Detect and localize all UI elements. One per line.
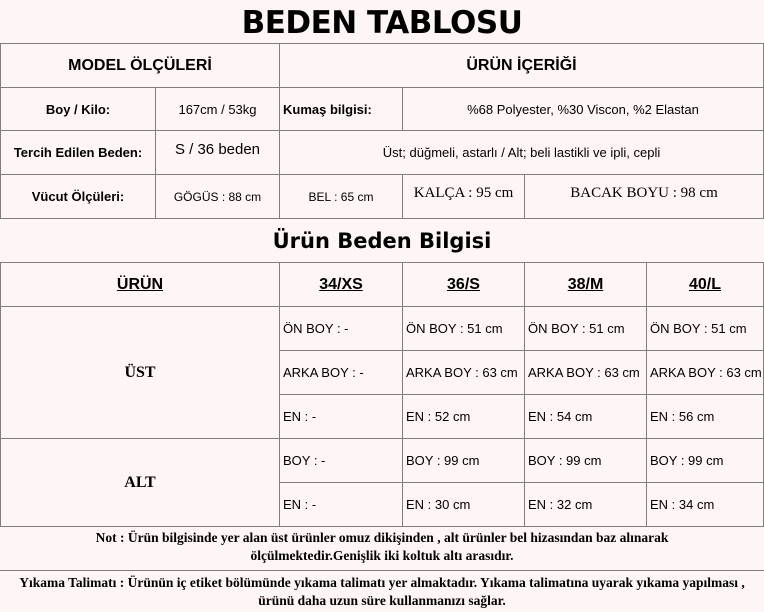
table-cell: BOY : 99 cm — [524, 438, 647, 483]
leg-length-measurement: BACAK BOYU : 98 cm — [524, 174, 764, 219]
washing-instructions: Yıkama Talimatı : Ürünün iç etiket bölümünde yıkama talimatı yer almaktadır. Yıkama talimatına uyarak yıkama yapılması , ürünü daha uzun süre kullanmanızı sağlar. — [19, 575, 745, 608]
measurement-note: Not : Ürün bilgisinde yer alan üst ürünler omuz dikişinden , alt ürünler bel hizasından baz alınarak ölçülmektedir.Genişlik iki koltuk altı arasıdır. — [95, 530, 669, 563]
table-cell: ARKA BOY : - — [279, 350, 403, 395]
table-cell: EN : 56 cm — [646, 394, 764, 439]
size-header-38m: 38/M — [524, 262, 647, 307]
table-cell: ÖN BOY : - — [279, 306, 403, 351]
height-weight-label: Boy / Kilo: — [0, 87, 156, 131]
preferred-size-value: S / 36 beden — [155, 130, 280, 175]
height-weight-value: 167cm / 53kg — [155, 87, 280, 131]
product-content-header: ÜRÜN İÇERİĞİ — [279, 43, 764, 88]
table-cell: BOY : 99 cm — [402, 438, 525, 483]
top-garment-label: ÜST — [0, 306, 280, 439]
table-cell: EN : - — [279, 394, 403, 439]
divider — [0, 218, 764, 219]
size-header-40l: 40/L — [646, 262, 764, 307]
waist-measurement: BEL : 65 cm — [279, 174, 403, 219]
size-header-34xs: 34/XS — [279, 262, 403, 307]
bottom-garment-label: ALT — [0, 438, 280, 527]
table-cell: ARKA BOY : 63 cm — [646, 350, 764, 395]
chest-measurement: GÖGÜS : 88 cm — [155, 174, 280, 219]
fabric-value: %68 Polyester, %30 Viscon, %2 Elastan — [402, 87, 764, 131]
table-cell: EN : - — [279, 482, 403, 527]
divider — [0, 570, 764, 571]
size-info-title: Ürün Beden Bilgisi — [272, 229, 492, 253]
table-cell: ARKA BOY : 63 cm — [402, 350, 525, 395]
size-header-36s: 36/S — [402, 262, 525, 307]
table-cell: EN : 34 cm — [646, 482, 764, 527]
table-cell: ÖN BOY : 51 cm — [524, 306, 647, 351]
model-measurements-header: MODEL ÖLÇÜLERİ — [0, 43, 280, 88]
table-cell: ÖN BOY : 51 cm — [402, 306, 525, 351]
size-table-product-header: ÜRÜN — [0, 262, 280, 307]
table-cell: EN : 30 cm — [402, 482, 525, 527]
body-measurements-label: Vücut Ölçüleri: — [0, 174, 156, 219]
hip-measurement: KALÇA : 95 cm — [402, 174, 525, 219]
product-description: Üst; düğmeli, astarlı / Alt; beli lastikli ve ipli, cepli — [279, 130, 764, 175]
preferred-size-label: Tercih Edilen Beden: — [0, 130, 156, 175]
table-cell: EN : 32 cm — [524, 482, 647, 527]
fabric-label: Kumaş bilgisi: — [279, 87, 403, 131]
table-cell: ÖN BOY : 51 cm — [646, 306, 764, 351]
table-cell: BOY : - — [279, 438, 403, 483]
page-title: BEDEN TABLOSU — [241, 5, 523, 41]
table-cell: ARKA BOY : 63 cm — [524, 350, 647, 395]
table-cell: BOY : 99 cm — [646, 438, 764, 483]
table-cell: EN : 54 cm — [524, 394, 647, 439]
table-cell: EN : 52 cm — [402, 394, 525, 439]
